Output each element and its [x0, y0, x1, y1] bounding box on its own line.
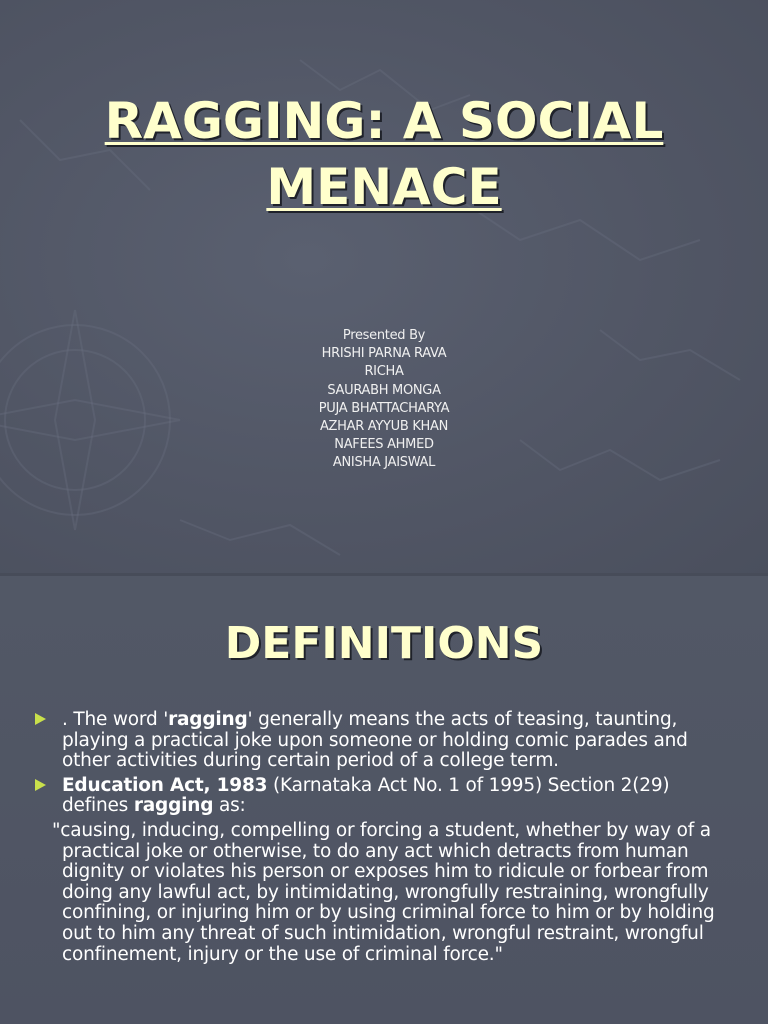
definitions-title: DEFINITIONS [224, 618, 544, 669]
definitions-content [0, 710, 768, 965]
definition-quote: "causing, inducing, compelling or forcing a student, whether by way of a practical joke or otherwise, to do any act which detracts from human dignity or violates his person or exposes him to ridicule or forbear from doing any lawful act, by intimidating, wrongfully restraining, wrongfully confining, or injuring him or by using criminal force to him or by holding out to him any threat of such intimidation, wrongful restraint, wrongful confinement, injury or the use of criminal force." [52, 819, 715, 965]
triangle-bullet-icon [35, 779, 46, 791]
bullet-bold-term: Education Act, 1983 [62, 774, 268, 796]
presenter-name: AZHAR AYYUB KHAN [319, 419, 449, 435]
bullet-item-ragging-meaning [0, 710, 768, 772]
presenter-name: HRISHI PARNA RAVA [321, 346, 447, 362]
slide-title [40, 88, 728, 220]
bullet-bold-term: ragging [133, 795, 214, 817]
presenter-name: RICHA [364, 364, 404, 380]
triangle-bullet-icon [35, 713, 46, 725]
presenter-name: ANISHA JAISWAL [332, 455, 436, 471]
bullet-text: . The word ' [62, 709, 169, 730]
presenter-name: SAURABH MONGA [327, 382, 441, 398]
slide-title-line-2: MENACE [266, 158, 502, 216]
bullet-text: as: [213, 795, 246, 817]
bullet-text: (Karnataka Act No. 1 of 1995) Section 2(29) defines [62, 774, 670, 817]
bullet-text: ' generally means the acts of teasing, taunting, playing a practical joke upon someone or holding comic parades and other activities during certain period of a college term. [62, 709, 688, 772]
definitions-slide [0, 576, 768, 1024]
presenters-list [184, 327, 584, 473]
bullet-bold-term: ragging [168, 709, 248, 730]
presenter-name: PUJA BHATTACHARYA [318, 400, 450, 416]
presented-by-label: Presented By [342, 328, 426, 343]
presenter-name: NAFEES AHMED [334, 437, 434, 453]
bullet-item-education-act [0, 776, 768, 817]
slide-title-line-1: RAGGING: A SOCIAL [104, 92, 664, 150]
